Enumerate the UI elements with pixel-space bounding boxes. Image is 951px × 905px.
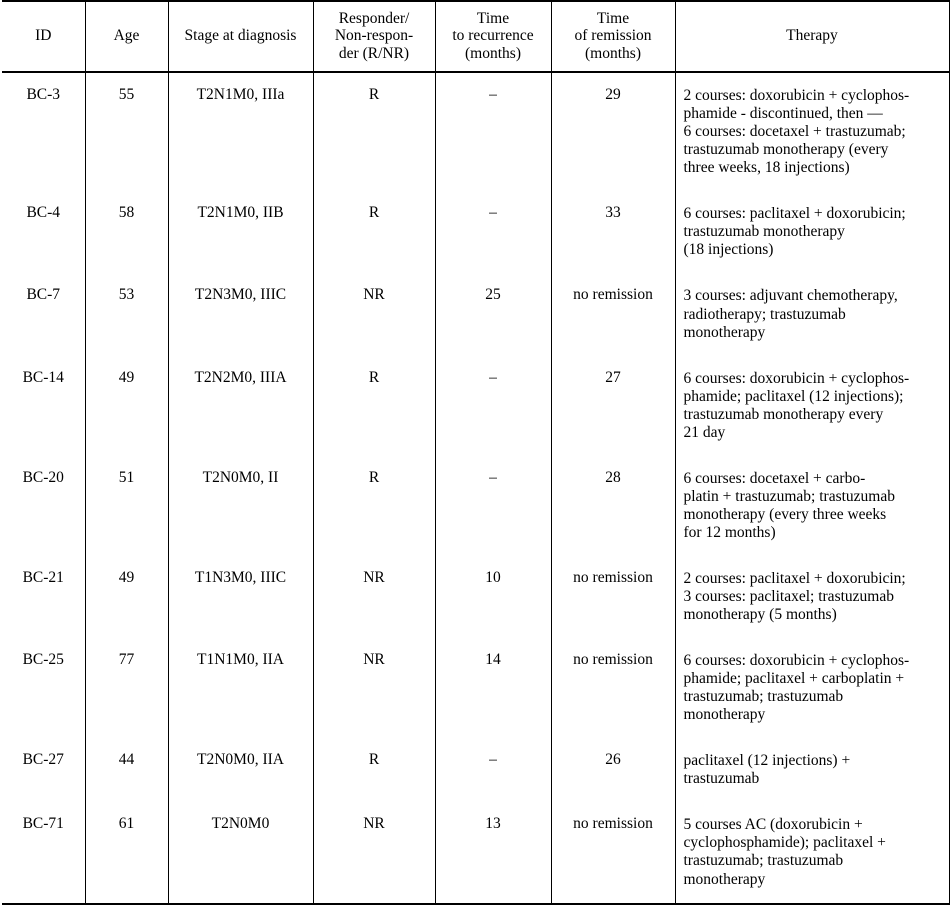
row-cell-therapy (675, 273, 949, 355)
therapy-text (676, 191, 949, 273)
row-cell-id (2, 456, 85, 556)
therapy-line: monotherapy (683, 870, 766, 888)
column-header-time-of-remission (551, 1, 675, 72)
row-spacer (684, 542, 945, 556)
header-line: der (R/NR) (338, 44, 410, 62)
row-cell-time-to-recurrence (435, 802, 551, 903)
header-line: Time (596, 10, 630, 27)
row-cell-age (85, 191, 168, 273)
row-spacer (684, 889, 945, 903)
therapy-text (676, 356, 949, 456)
therapy-text (676, 73, 949, 191)
therapy-line: 3 courses: adjuvant chemotherapy, (683, 287, 898, 305)
row-cell-stage-text: T2N1M0, IIB (197, 204, 284, 222)
therapy-line: 21 day (683, 423, 726, 441)
row-cell-responder-text: NR (363, 286, 385, 304)
table-row (2, 638, 949, 738)
therapy-line: 5 courses AC (doxorubicin + (683, 816, 863, 834)
row-spacer (684, 259, 945, 273)
row-cell-age (85, 356, 168, 456)
therapy-text (676, 638, 949, 738)
table-row (2, 802, 949, 903)
row-cell-time-to-recurrence (435, 72, 551, 191)
row-cell-time-to-recurrence (435, 273, 551, 355)
row-cell-age (85, 273, 168, 355)
row-cell-responder-text: NR (363, 568, 385, 586)
column-header-responder (313, 1, 435, 72)
row-cell-time-of-remission-text: 26 (605, 751, 621, 769)
row-cell-time-to-recurrence-text: – (489, 204, 497, 222)
row-cell-id-text: BC-25 (22, 651, 64, 669)
row-cell-age (85, 72, 168, 191)
row-cell-stage (168, 638, 313, 738)
row-cell-time-to-recurrence-text: 10 (485, 568, 501, 586)
row-cell-time-of-remission (551, 556, 675, 638)
therapy-line: trastuzumab (683, 770, 760, 788)
therapy-text (676, 738, 949, 802)
header-line: to recurrence (452, 27, 534, 45)
therapy-line: phamide; paclitaxel + carboplatin + (683, 670, 905, 688)
row-cell-time-to-recurrence-text: 14 (485, 651, 501, 669)
row-cell-id (2, 556, 85, 638)
therapy-text (676, 556, 949, 638)
row-cell-age (85, 456, 168, 556)
therapy-line: monotherapy (5 months) (683, 606, 837, 624)
row-cell-time-to-recurrence (435, 738, 551, 802)
therapy-line: monotherapy (683, 323, 766, 341)
row-cell-stage (168, 802, 313, 903)
row-cell-age-text: 49 (118, 568, 135, 586)
row-cell-therapy (675, 738, 949, 802)
row-cell-time-of-remission (551, 273, 675, 355)
row-cell-responder (313, 273, 435, 355)
row-cell-responder (313, 738, 435, 802)
row-cell-stage (168, 191, 313, 273)
row-cell-age-text: 49 (118, 368, 135, 386)
row-cell-stage (168, 556, 313, 638)
row-cell-age (85, 638, 168, 738)
row-cell-time-to-recurrence (435, 638, 551, 738)
therapy-line: trastuzumab; trastuzumab (683, 852, 844, 870)
row-cell-id-text: BC-20 (22, 468, 64, 486)
row-cell-age-text: 61 (118, 815, 135, 833)
row-cell-therapy (675, 72, 949, 191)
row-cell-therapy (675, 456, 949, 556)
row-cell-age-text: 55 (118, 86, 135, 104)
row-cell-stage-text: T2N0M0, IIA (197, 751, 284, 769)
row-cell-time-to-recurrence (435, 556, 551, 638)
therapy-line: trastuzumab monotherapy every (683, 405, 884, 423)
row-cell-time-to-recurrence (435, 456, 551, 556)
row-cell-responder-text: R (368, 468, 380, 486)
table-row (2, 72, 949, 191)
therapy-line: platin + trastuzumab; trastuzumab (683, 487, 895, 505)
header-line: of remission (574, 27, 652, 45)
table-row (2, 356, 949, 456)
row-cell-stage-text: T1N3M0, IIIC (194, 568, 287, 586)
row-cell-age-text: 53 (118, 286, 135, 304)
row-cell-time-of-remission (551, 802, 675, 903)
row-spacer (684, 442, 945, 456)
row-cell-time-to-recurrence-text: – (489, 86, 497, 104)
row-cell-responder (313, 556, 435, 638)
row-cell-therapy (675, 356, 949, 456)
row-cell-id-text: BC-14 (22, 368, 64, 386)
therapy-line: 6 courses: doxorubicin + cyclophos- (683, 652, 910, 670)
row-cell-time-to-recurrence-text: 13 (485, 815, 501, 833)
table-row (2, 738, 949, 802)
row-cell-responder-text: NR (363, 651, 385, 669)
row-cell-time-to-recurrence-text: – (489, 468, 497, 486)
row-cell-stage-text: T1N1M0, IIA (197, 651, 284, 669)
row-cell-stage (168, 356, 313, 456)
row-cell-therapy (675, 556, 949, 638)
patient-characteristics-table (2, 0, 950, 905)
row-cell-id (2, 191, 85, 273)
row-spacer (684, 788, 945, 802)
row-cell-time-of-remission-text: 27 (605, 368, 621, 386)
therapy-line: 6 courses: docetaxel + trastuzumab; (683, 123, 906, 141)
row-cell-time-of-remission (551, 72, 675, 191)
row-cell-time-of-remission-text: 33 (605, 204, 621, 222)
row-cell-therapy (675, 191, 949, 273)
row-cell-id (2, 273, 85, 355)
header-line: (months) (465, 44, 521, 62)
row-cell-time-of-remission-text: no remission (573, 651, 653, 669)
column-header-time-to-recurrence (435, 1, 551, 72)
row-cell-id (2, 738, 85, 802)
therapy-line: trastuzumab; trastuzumab (683, 688, 844, 706)
therapy-line: three weeks, 18 injections) (683, 159, 850, 177)
row-cell-id (2, 72, 85, 191)
row-cell-stage-text: T2N2M0, IIIA (194, 368, 287, 386)
row-cell-stage (168, 456, 313, 556)
row-cell-time-to-recurrence-text: 25 (485, 286, 501, 304)
row-cell-time-to-recurrence (435, 191, 551, 273)
row-spacer (684, 624, 945, 638)
row-cell-time-of-remission-text: no remission (573, 815, 653, 833)
therapy-text (676, 273, 949, 355)
row-cell-responder (313, 72, 435, 191)
table-body (2, 72, 949, 904)
row-cell-id-text: BC-21 (22, 568, 64, 586)
therapy-line: radiotherapy; trastuzumab (683, 305, 846, 323)
row-cell-time-of-remission-text: 28 (605, 468, 621, 486)
therapy-text (676, 456, 949, 556)
row-cell-time-to-recurrence (435, 356, 551, 456)
header-line: Responder/ (338, 10, 410, 27)
therapy-line: trastuzumab monotherapy (683, 223, 845, 241)
therapy-line: phamide; paclitaxel (12 injections); (683, 387, 904, 405)
therapy-line: phamide - discontinued, then — (683, 105, 883, 123)
therapy-line: 6 courses: docetaxel + carbo- (683, 469, 866, 487)
therapy-line: for 12 months) (683, 523, 776, 541)
row-cell-time-of-remission (551, 638, 675, 738)
table-row (2, 273, 949, 355)
therapy-line: (18 injections) (683, 241, 774, 259)
row-cell-responder (313, 802, 435, 903)
header-line: Time (476, 10, 510, 27)
column-header-stage: Stage at diagnosis (168, 1, 313, 72)
row-cell-id (2, 802, 85, 903)
row-cell-age (85, 556, 168, 638)
row-cell-time-to-recurrence-text: – (489, 368, 497, 386)
row-cell-responder (313, 191, 435, 273)
row-cell-stage (168, 738, 313, 802)
row-cell-id-text: BC-3 (26, 86, 61, 104)
row-cell-therapy (675, 802, 949, 903)
therapy-line: cyclophosphamide); paclitaxel + (683, 834, 886, 852)
header-row (2, 1, 949, 72)
row-cell-age-text: 44 (118, 751, 135, 769)
row-cell-stage-text: T2N1M0, IIIa (196, 86, 285, 104)
column-header-age: Age (85, 1, 168, 72)
row-cell-responder (313, 456, 435, 556)
row-cell-responder (313, 356, 435, 456)
row-cell-time-of-remission (551, 191, 675, 273)
row-cell-time-to-recurrence-text: – (489, 751, 497, 769)
table-row (2, 456, 949, 556)
row-spacer (684, 177, 945, 191)
therapy-line: 2 courses: doxorubicin + cyclophos- (683, 87, 910, 105)
row-cell-age (85, 802, 168, 903)
header-line: (months) (585, 44, 641, 62)
row-cell-id-text: BC-71 (22, 815, 64, 833)
table-row (2, 556, 949, 638)
row-spacer (684, 342, 945, 356)
column-header-therapy: Therapy (675, 1, 949, 72)
row-cell-time-of-remission-text: no remission (573, 286, 653, 304)
row-cell-age-text: 58 (118, 204, 135, 222)
table-header (2, 1, 949, 72)
row-cell-responder-text: R (368, 368, 380, 386)
header-line: Non-respon- (334, 27, 414, 45)
therapy-line: trastuzumab monotherapy (every (683, 141, 889, 159)
row-cell-responder (313, 638, 435, 738)
row-cell-responder-text: R (368, 751, 380, 769)
row-cell-id-text: BC-7 (26, 286, 61, 304)
row-cell-time-of-remission (551, 356, 675, 456)
row-cell-time-of-remission (551, 738, 675, 802)
therapy-line: 6 courses: doxorubicin + cyclophos- (683, 369, 910, 387)
row-cell-age-text: 77 (118, 651, 135, 669)
row-cell-id-text: BC-27 (22, 751, 64, 769)
row-cell-stage-text: T2N0M0 (211, 815, 270, 833)
row-cell-id (2, 638, 85, 738)
row-cell-time-of-remission-text: no remission (573, 568, 653, 586)
therapy-line: 3 courses: paclitaxel; trastuzumab (683, 588, 894, 606)
row-cell-responder-text: R (368, 86, 380, 104)
therapy-line: paclitaxel (12 injections) + (683, 752, 851, 770)
row-spacer (684, 724, 945, 738)
row-cell-stage-text: T2N3M0, IIIC (194, 286, 287, 304)
row-cell-age (85, 738, 168, 802)
row-cell-id (2, 356, 85, 456)
row-cell-time-of-remission-text: 29 (605, 86, 621, 104)
row-cell-time-of-remission (551, 456, 675, 556)
table-row (2, 191, 949, 273)
therapy-text (676, 802, 949, 902)
therapy-line: 2 courses: paclitaxel + doxorubicin; (683, 569, 906, 587)
therapy-line: 6 courses: paclitaxel + doxorubicin; (683, 205, 906, 223)
row-cell-responder-text: R (368, 204, 380, 222)
therapy-line: monotherapy (every three weeks (683, 505, 887, 523)
row-cell-stage (168, 72, 313, 191)
row-cell-stage-text: T2N0M0, II (202, 468, 279, 486)
row-cell-age-text: 51 (118, 468, 135, 486)
column-header-id: ID (2, 1, 85, 72)
row-cell-id-text: BC-4 (26, 204, 61, 222)
therapy-line: monotherapy (683, 706, 766, 724)
row-cell-stage (168, 273, 313, 355)
row-cell-therapy (675, 638, 949, 738)
row-cell-responder-text: NR (363, 815, 385, 833)
